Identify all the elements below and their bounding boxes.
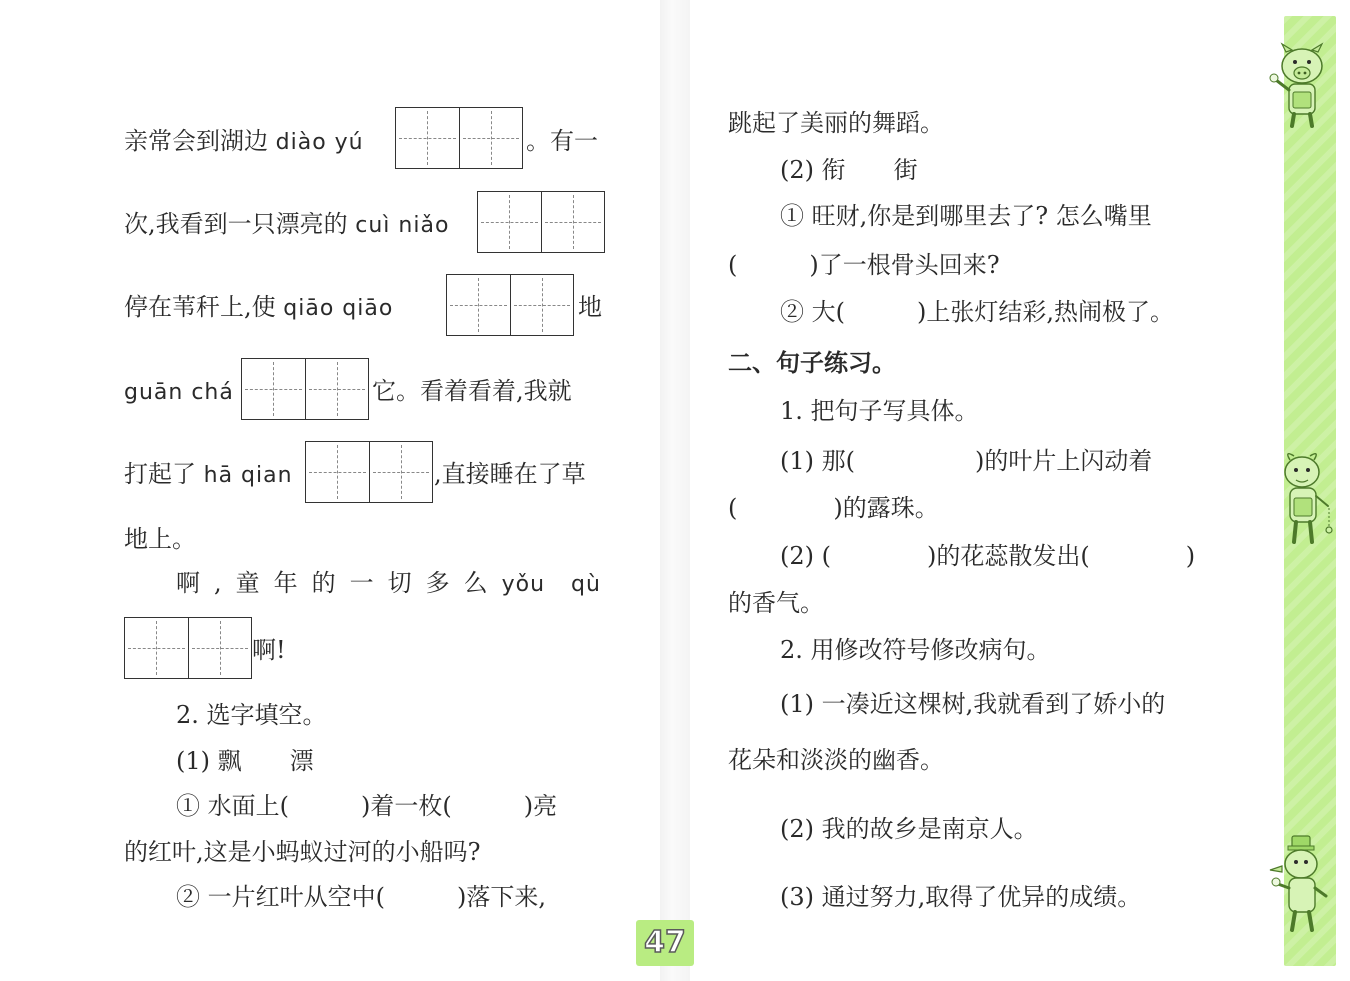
text: 1. 把句子写具体。 bbox=[780, 397, 979, 425]
left-q2-1-title bbox=[176, 746, 314, 776]
right-s2 bbox=[780, 635, 1051, 665]
pinyin: yǒu qù bbox=[501, 572, 601, 597]
text: (1) 一凑近这棵树,我就看到了娇小的 bbox=[780, 690, 1166, 718]
writing-grid-5[interactable] bbox=[305, 441, 433, 503]
text: ② 大( )上张灯结彩,热闹极了。 bbox=[780, 298, 1174, 326]
text: 次,我看到一只漂亮的 bbox=[124, 210, 356, 238]
text: 停在苇秆上,使 bbox=[124, 293, 284, 321]
pig-mascot-icon bbox=[1262, 40, 1338, 132]
pinyin: diào yú bbox=[275, 130, 364, 155]
right-line-5 bbox=[780, 297, 1174, 327]
text: 啊! bbox=[252, 636, 286, 664]
text: 的红叶,这是小蚂蚁过河的小船吗? bbox=[124, 838, 481, 866]
text: 二、句子练习。 bbox=[728, 349, 896, 377]
writing-grid-3[interactable] bbox=[446, 274, 574, 336]
writing-grid-6[interactable] bbox=[124, 617, 252, 679]
left-q2-1-a2 bbox=[124, 837, 481, 867]
right-s2-1b bbox=[728, 745, 944, 775]
right-s1-1 bbox=[780, 446, 1152, 476]
writing-grid-4[interactable] bbox=[241, 358, 369, 420]
text: 打起了 bbox=[124, 460, 204, 488]
pinyin: guān chá bbox=[124, 380, 234, 405]
right-line-1 bbox=[728, 108, 944, 138]
right-s2-1 bbox=[780, 689, 1165, 719]
right-s2-3 bbox=[780, 882, 1141, 912]
left-q2-1-a bbox=[176, 791, 557, 821]
goat-mascot-icon bbox=[1266, 450, 1336, 550]
text: ,直接睡在了草 bbox=[434, 460, 586, 488]
right-line-3 bbox=[780, 201, 1152, 231]
left-line-4-end bbox=[372, 376, 572, 406]
text: ① 水面上( )着一枚( )亮 bbox=[176, 792, 558, 820]
left-line-6 bbox=[124, 524, 196, 554]
right-line-2 bbox=[780, 155, 918, 185]
text: ( )了一根骨头回来? bbox=[728, 251, 1000, 279]
text: 的香气。 bbox=[728, 589, 824, 617]
text: (1) 那( )的叶片上闪动着 bbox=[780, 447, 1153, 475]
left-line-7 bbox=[176, 568, 601, 600]
text: (2) ( )的花蕊散发出( ) bbox=[780, 542, 1196, 570]
writing-grid-1[interactable] bbox=[395, 107, 523, 169]
text: 地上。 bbox=[124, 525, 196, 553]
text: 啊,童年的一切多么 bbox=[176, 569, 502, 597]
page-number: 47 bbox=[636, 920, 694, 966]
right-s1-1b bbox=[728, 493, 939, 523]
text: (2) 我的故乡是南京人。 bbox=[780, 815, 1038, 843]
pinyin: cuì niǎo bbox=[355, 213, 450, 238]
left-line-2 bbox=[124, 209, 449, 241]
right-s1-2 bbox=[780, 541, 1195, 571]
left-line-3-end bbox=[578, 292, 602, 322]
text: (2) 衔 街 bbox=[780, 156, 918, 184]
right-s2-2 bbox=[780, 814, 1038, 844]
left-line-1-end bbox=[526, 126, 598, 156]
bird-mascot-icon bbox=[1262, 832, 1338, 936]
left-line-4 bbox=[124, 376, 234, 408]
text: ② 一片红叶从空中( )落下来, bbox=[176, 883, 546, 911]
text: (3) 通过努力,取得了优异的成绩。 bbox=[780, 883, 1142, 911]
right-line-4 bbox=[728, 250, 1000, 280]
text: (1) 飘 漂 bbox=[176, 747, 314, 775]
pinyin: qiāo qiāo bbox=[283, 296, 394, 321]
left-q2-title bbox=[176, 700, 327, 730]
text: 跳起了美丽的舞蹈。 bbox=[728, 109, 944, 137]
text: 地 bbox=[578, 293, 602, 321]
pinyin: hā qian bbox=[203, 463, 293, 488]
text: ( )的露珠。 bbox=[728, 494, 939, 522]
section-title bbox=[728, 348, 896, 378]
text: 2. 用修改符号修改病句。 bbox=[780, 636, 1051, 664]
page-gutter bbox=[660, 0, 690, 981]
text: ① 旺财,你是到哪里去了? 怎么嘴里 bbox=[780, 202, 1152, 230]
left-line-5-end bbox=[434, 459, 586, 489]
text: 2. 选字填空。 bbox=[176, 701, 327, 729]
right-s1-2b bbox=[728, 588, 824, 618]
text: 亲常会到湖边 bbox=[124, 127, 276, 155]
text: 它。看着看着,我就 bbox=[372, 377, 572, 405]
text: 。有一 bbox=[526, 127, 598, 155]
text: 花朵和淡淡的幽香。 bbox=[728, 746, 944, 774]
left-line-8 bbox=[252, 635, 286, 665]
left-line-1 bbox=[124, 126, 364, 158]
left-line-3 bbox=[124, 292, 393, 324]
right-s1 bbox=[780, 396, 979, 426]
left-q2-1-b bbox=[176, 882, 546, 912]
writing-grid-2[interactable] bbox=[477, 191, 605, 253]
left-line-5 bbox=[124, 459, 293, 491]
